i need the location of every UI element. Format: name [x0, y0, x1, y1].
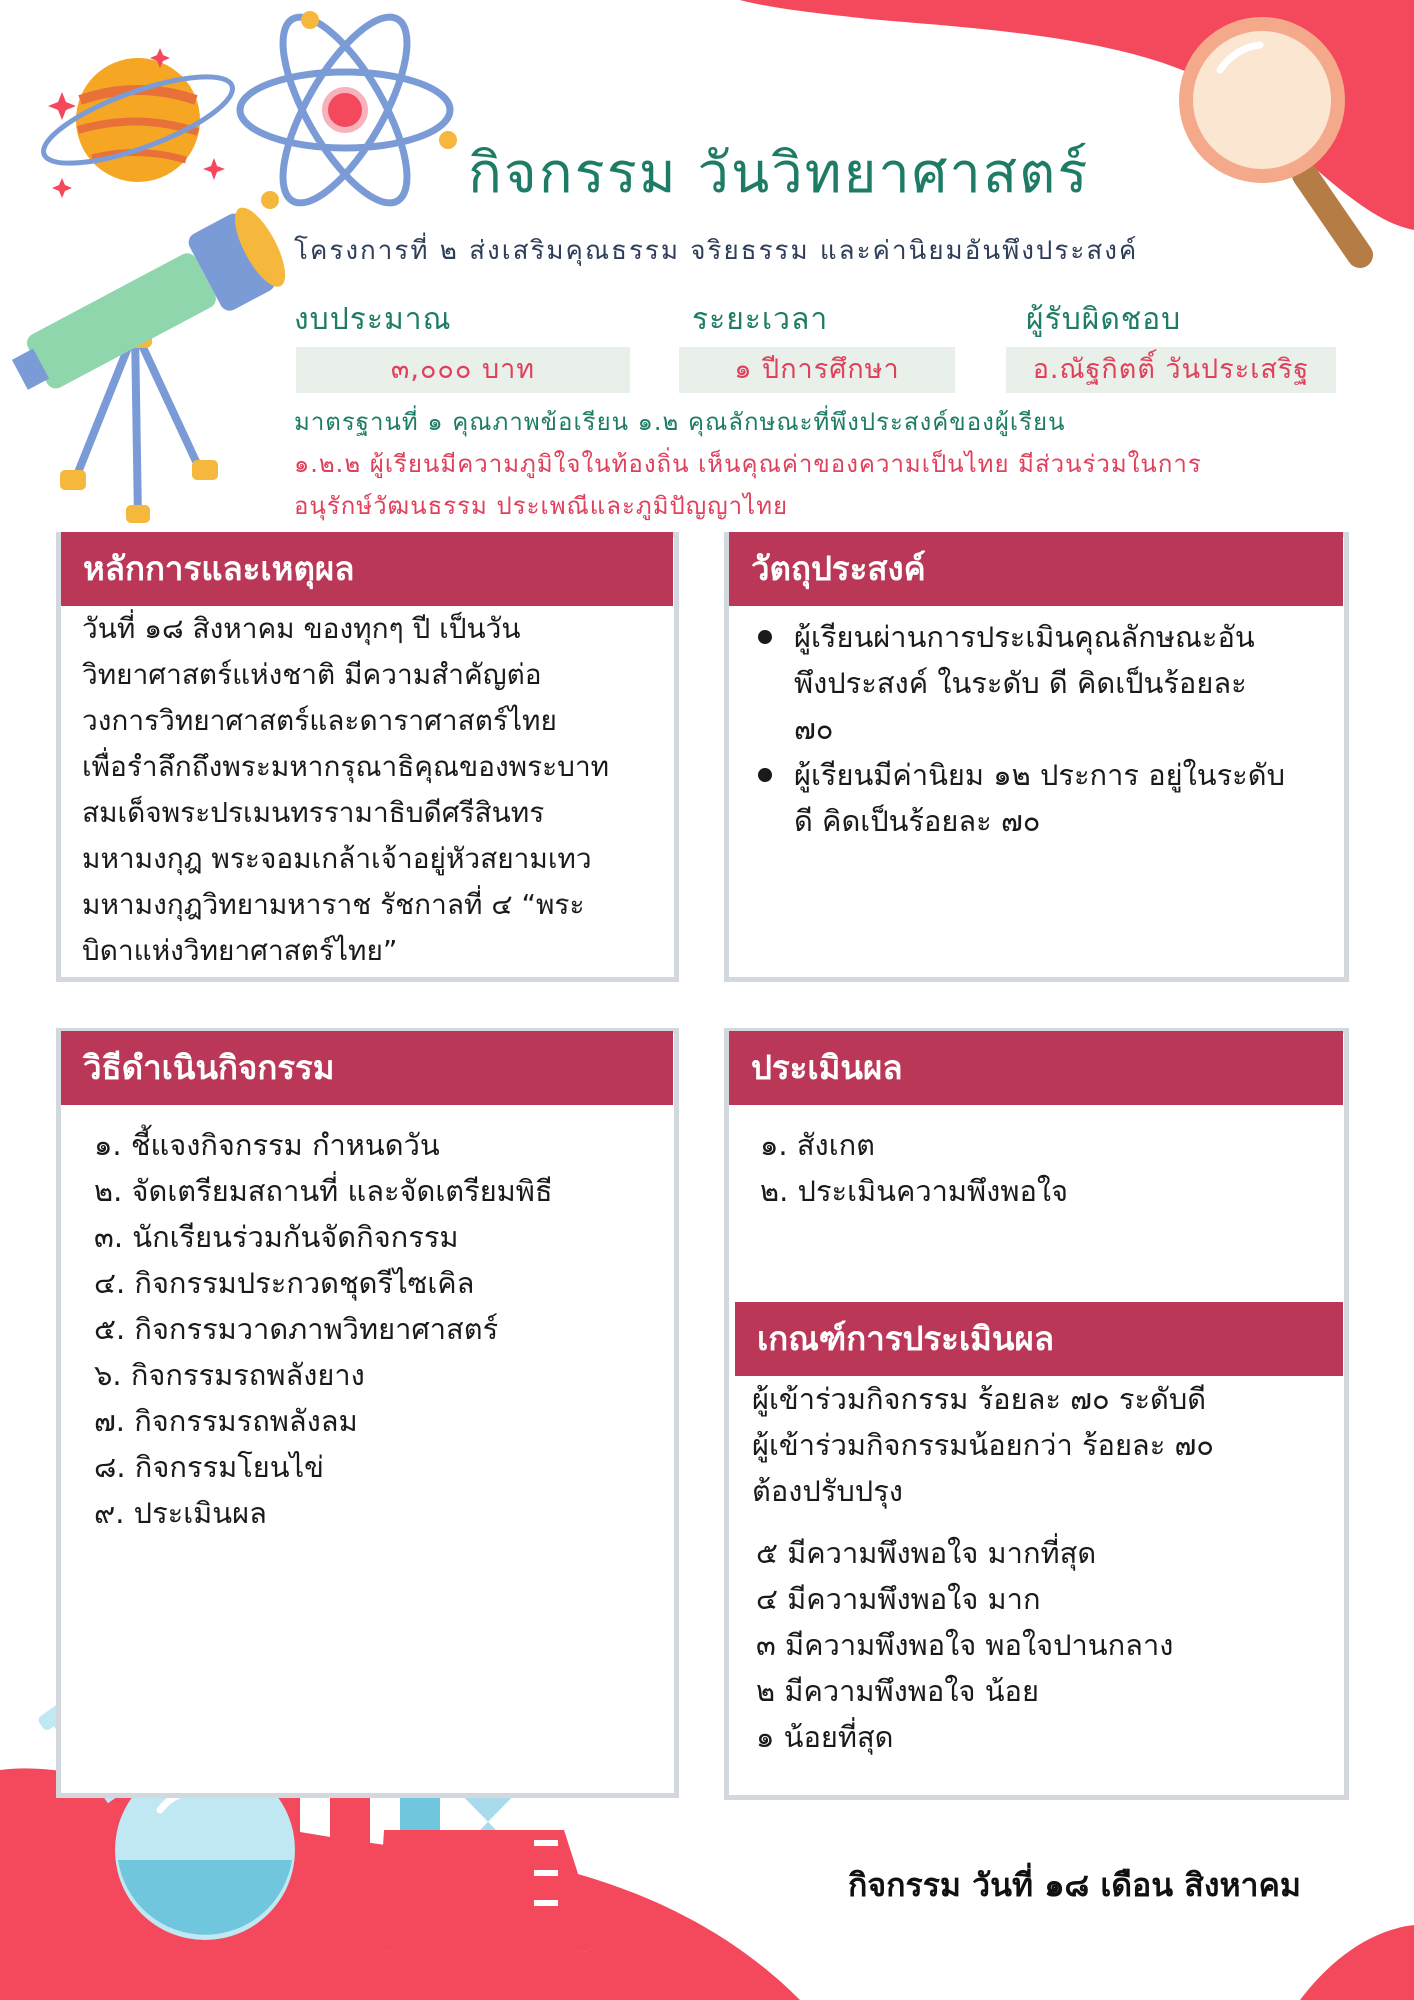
evaluation-heading: ประเมินผล	[729, 1031, 1343, 1105]
objectives-heading: วัตถุประสงค์	[729, 532, 1343, 606]
method-step: ๓. นักเรียนร่วมกันจัดกิจกรรม	[94, 1220, 459, 1254]
evaluation-item: ๑. สังเกต	[760, 1128, 876, 1162]
atom-icon	[240, 0, 457, 220]
scale-item: ๒ มีความพึงพอใจ น้อย	[756, 1674, 1039, 1708]
method-heading: วิธีดำเนินกิจกรรม	[61, 1031, 673, 1105]
satisfaction-scale	[756, 1530, 1173, 1760]
project-subtitle: โครงการที่ ๒ ส่งเสริมคุณธรรม จริยธรรม และค่านิยมอันพึงประสงค์	[294, 236, 1139, 266]
criteria-line: ผู้เข้าร่วมกิจกรรมน้อยกว่า ร้อยละ ๗๐	[752, 1428, 1215, 1462]
rationale-line: มหามงกุฎวิทยามหาราช รัชกาลที่ ๔ “พระ	[82, 888, 585, 921]
footer-date: กิจกรรม วันที่ ๑๘ เดือน สิงหาคม	[848, 1866, 1301, 1904]
rationale-line: มหามงกุฎ พระจอมเกล้าเจ้าอยู่หัวสยามเทว	[82, 842, 592, 875]
rationale-body	[82, 606, 678, 974]
method-step: ๕. กิจกรรมวาดภาพวิทยาศาสตร์	[94, 1312, 499, 1346]
planet-icon	[34, 48, 241, 198]
evaluation-list	[760, 1122, 1068, 1214]
method-step: ๗. กิจกรรมรถพลังลม	[94, 1404, 358, 1438]
standard-line-1: มาตรฐานที่ ๑ คุณภาพข้อเรียน ๑.๒ คุณลักษณะที่พึงประสงค์ของผู้เรียน	[294, 408, 1066, 436]
criteria-line: ผู้เข้าร่วมกิจกรรม ร้อยละ ๗๐ ระดับดี	[752, 1382, 1207, 1416]
bullet-icon	[758, 630, 772, 644]
objective-item: ผู้เรียนผ่านการประเมินคุณลักษณะอัน พึงประสงค์ ในระดับ ดี คิดเป็นร้อยละ ๗๐	[756, 614, 1346, 752]
evaluation-item: ๒. ประเมินความพึงพอใจ	[760, 1174, 1069, 1208]
duration-label: ระยะเวลา	[692, 302, 829, 337]
rationale-line: บิดาแห่งวิทยาศาสตร์ไทย”	[82, 934, 398, 967]
method-step: ๔. กิจกรรมประกวดชุดรีไซเคิล	[94, 1266, 475, 1300]
budget-value: ๓,๐๐๐ บาท	[296, 347, 630, 393]
scale-item: ๓ มีความพึงพอใจ พอใจปานกลาง	[756, 1628, 1174, 1662]
page-title: กิจกรรม วันวิทยาศาสตร์	[468, 141, 1090, 206]
standard-line-3: อนุรักษ์วัฒนธรรม ประเพณีและภูมิปัญญาไทย	[294, 492, 789, 520]
rationale-line: วิทยาศาสตร์แห่งชาติ มีความสำคัญต่อ	[82, 658, 542, 691]
standard-line-2: ๑.๒.๒ ผู้เรียนมีความภูมิใจในท้องถิ่น เห็นคุณค่าของความเป็นไทย มีส่วนร่วมในการ	[294, 450, 1202, 478]
budget-label: งบประมาณ	[294, 302, 452, 337]
rationale-heading: หลักการและเหตุผล	[61, 532, 673, 606]
method-step: ๙. ประเมินผล	[94, 1496, 267, 1530]
bottom-right-blob	[1300, 1925, 1414, 2000]
method-step: ๘. กิจกรรมโยนไข่	[94, 1450, 324, 1484]
bullet-icon	[758, 768, 772, 782]
duration-value: ๑ ปีการศึกษา	[679, 347, 955, 393]
method-step: ๑. ชี้แจงกิจกรรม กำหนดวัน	[94, 1128, 440, 1162]
method-step: ๖. กิจกรรมรถพลังยาง	[94, 1358, 365, 1392]
method-steps	[94, 1122, 553, 1536]
method-step: ๒. จัดเตรียมสถานที่ และจัดเตรียมพิธี	[94, 1174, 553, 1208]
rationale-line: วันที่ ๑๘ สิงหาคม ของทุกๆ ปี เป็นวัน	[82, 612, 521, 645]
rationale-line: วงการวิทยาศาสตร์และดาราศาสตร์ไทย	[82, 704, 557, 737]
rationale-line: เพื่อรำลึกถึงพระมหากรุณาธิคุณของพระบาท	[82, 750, 610, 783]
scale-item: ๔ มีความพึงพอใจ มาก	[756, 1582, 1041, 1616]
scale-item: ๕ มีความพึงพอใจ มากที่สุด	[756, 1536, 1097, 1570]
criteria-body	[752, 1376, 1342, 1514]
criteria-line: ต้องปรับปรุง	[752, 1474, 903, 1508]
objective-item: ผู้เรียนมีค่านิยม ๑๒ ประการ อยู่ในระดับ ดี คิดเป็นร้อยละ ๗๐	[756, 752, 1346, 844]
scale-item: ๑ น้อยที่สุด	[756, 1720, 894, 1754]
owner-label: ผู้รับผิดชอบ	[1026, 302, 1182, 337]
rationale-line: สมเด็จพระปรเมนทรรามาธิบดีศรีสินทร	[82, 796, 545, 829]
telescope-icon	[0, 201, 295, 523]
owner-value: อ.ณัฐกิตติ์ วันประเสริฐ	[1006, 347, 1336, 393]
criteria-heading: เกณฑ์การประเมินผล	[735, 1302, 1343, 1376]
objectives-list	[756, 614, 1346, 844]
